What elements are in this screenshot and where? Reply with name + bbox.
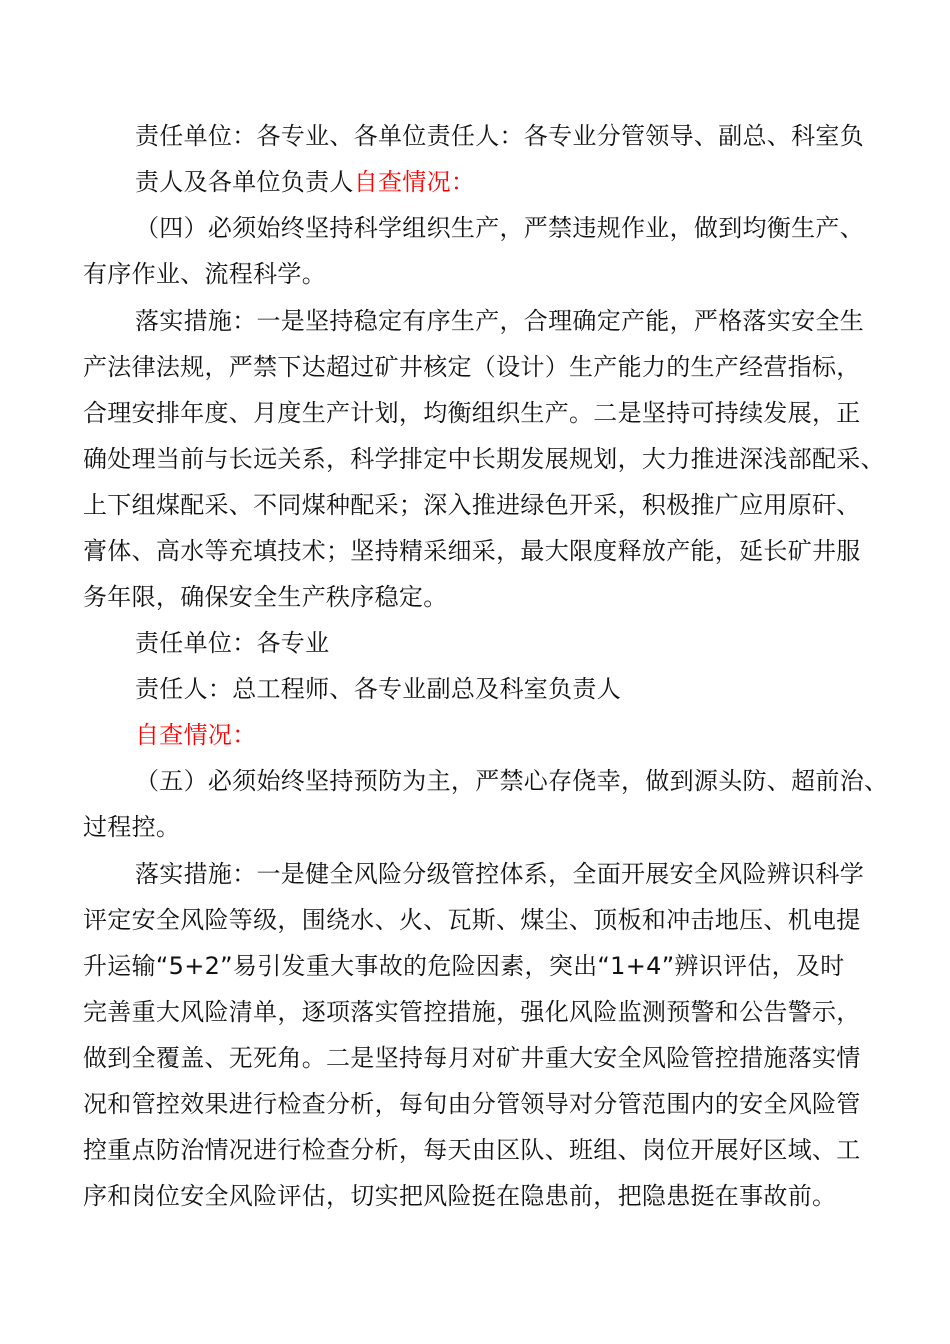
paragraph-line: 膏体、高水等充填技术；坚持精采细采，最大限度释放产能，延长矿井服 <box>83 537 861 565</box>
text-run: 责人及各单位负责人 <box>135 168 354 196</box>
paragraph-line: 产法律法规，严禁下达超过矿井核定（设计）生产能力的生产经营指标， <box>83 353 861 381</box>
paragraph-line: 评定安全风险等级，围绕水、火、瓦斯、煤尘、顶板和冲击地压、机电提 <box>83 906 861 934</box>
paragraph-line: 做到全覆盖、无死角。二是坚持每月对矿井重大安全风险管控措施落实情 <box>83 1044 861 1072</box>
section-heading-4: （四）必须始终坚持科学组织生产，严禁违规作业，做到均衡生产、 <box>135 214 864 242</box>
paragraph-line: 落实措施：一是健全风险分级管控体系，全面开展安全风险辨识科学 <box>135 860 864 888</box>
self-check-label: 自查情况： <box>135 721 257 749</box>
paragraph-line: 升运输“5+2”易引发重大事故的危险因素，突出“1+4”辨识评估，及时 <box>83 952 845 980</box>
paragraph-line: 确处理当前与长远关系，科学排定中长期发展规划，大力推进深浅部配采、 <box>83 445 885 473</box>
paragraph-line: 责任单位：各专业、各单位责任人：各专业分管领导、副总、科室负 <box>135 122 864 150</box>
paragraph-line: 合理安排年度、月度生产计划，均衡组织生产。二是坚持可持续发展，正 <box>83 399 861 427</box>
section-heading-5: （五）必须始终坚持预防为主，严禁心存侥幸，做到源头防、超前治、 <box>135 767 889 795</box>
paragraph-line: 责任单位：各专业 <box>135 629 330 657</box>
paragraph-line: 过程控。 <box>83 813 181 841</box>
self-check-label: 自查情况： <box>353 168 476 196</box>
paragraph-line: 有序作业、流程科学。 <box>83 260 326 288</box>
paragraph-line: 序和岗位安全风险评估，切实把风险挺在隐患前，把隐患挺在事故前。 <box>83 1182 837 1210</box>
paragraph-line: 落实措施：一是坚持稳定有序生产，合理确定产能，严格落实安全生 <box>135 307 864 335</box>
paragraph-line: 上下组煤配采、不同煤种配采；深入推进绿色开采，积极推广应用原矸、 <box>83 491 861 519</box>
paragraph-line: 务年限，确保安全生产秩序稳定。 <box>83 583 448 611</box>
paragraph-line: 控重点防治情况进行检查分析，每天由区队、班组、岗位开展好区域、工 <box>83 1136 861 1164</box>
paragraph-line: 况和管控效果进行检查分析，每旬由分管领导对分管范围内的安全风险管 <box>83 1090 861 1118</box>
paragraph-line: 完善重大风险清单，逐项落实管控措施，强化风险监测预警和公告警示， <box>83 998 861 1026</box>
paragraph-line <box>135 160 475 204</box>
paragraph-line: 责任人：总工程师、各专业副总及科室负责人 <box>135 675 621 703</box>
